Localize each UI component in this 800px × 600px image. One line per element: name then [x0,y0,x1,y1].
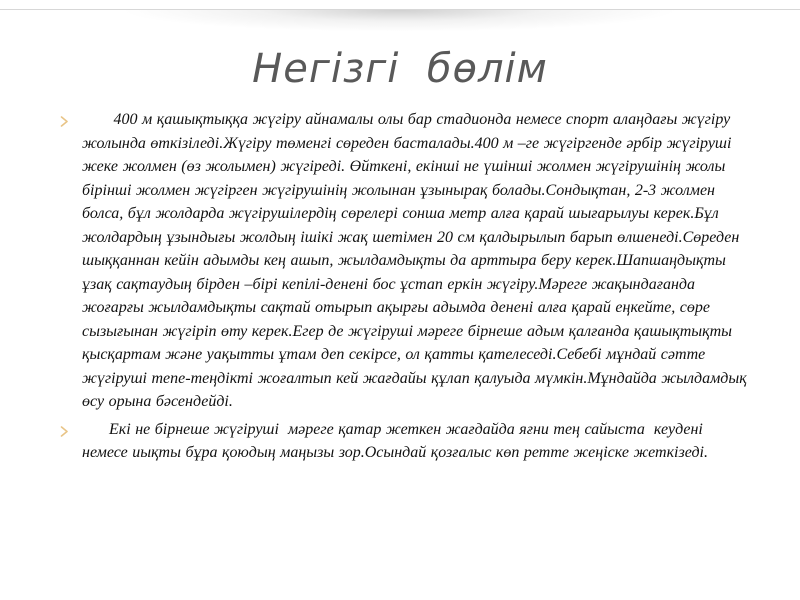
paragraph-1 [60,108,750,414]
paragraph-text: Екі не бірнеше жүгіруші мәреге қатар жеткен жағдайда яғни тең сайыста кеудені немесе иықты бұра қоюдың маңызы зор.Осындай қозғалыс көп ретте жеңіске жеткізеді. [82,420,708,461]
paragraph-2 [60,418,750,465]
paragraph-text: 400 м қашықтыққа жүгіру айнамалы олы бар стадионда немесе спорт алаңдағы жүгіру жолында өткізіледі.Жүгіру төменгі сөреден басталады.400 м –ге жүгіргенде әрбір жүгіруші жеке жолмен (өз жолымен) жүгіреді. Өйткені, екінші не үшінші жолмен жүгірушінің жолы бірінші жолмен жүгірген жүгірушінің жолынан ұзынырақ болады.Сондықтан, 2-3 жолмен болса, бұл жолдарда жүгірушілердің сөрелері сонша метр алға қарай шығарылуы керек.Бұл жолдардың ұзындығы жолдың ішікі жақ шетімен 20 см қалдырылып барып өлшенеді.Сөреден шыққаннан кейін адымды кең ашып, жылдамдықты да арттыра беру керек.Шапшаңдықты ұзақ сақтаудың бірден –бірі кепілі-денені бос ұстап еркін жүгіру.Мәреге жақындағанда жоғарғы жылдамдықты сақтай отырып ақырғы адымда денені алға қарай еңкейте, сөре сызығынан жүгіріп өту керек.Егер де жүгіруші мәреге бірнеше адым қалғанда қашықтықты қысқартам және уақытты ұтам деп секірсе, ол қатты қателеседі.Себебі мұндай сәтте жүгіруші тепе-теңдікті жоғалтып кей жағдайы құлап қалуыда мүмкін.Мұндайда жылдамдық өсу орына бәсендейді. [82,111,752,410]
slide-body [60,108,750,467]
slide-title: Негізгі бөлім [252,46,548,92]
chevron-bullet-icon [60,111,69,122]
top-shadow-decoration [120,10,680,32]
chevron-bullet-icon [60,421,69,432]
